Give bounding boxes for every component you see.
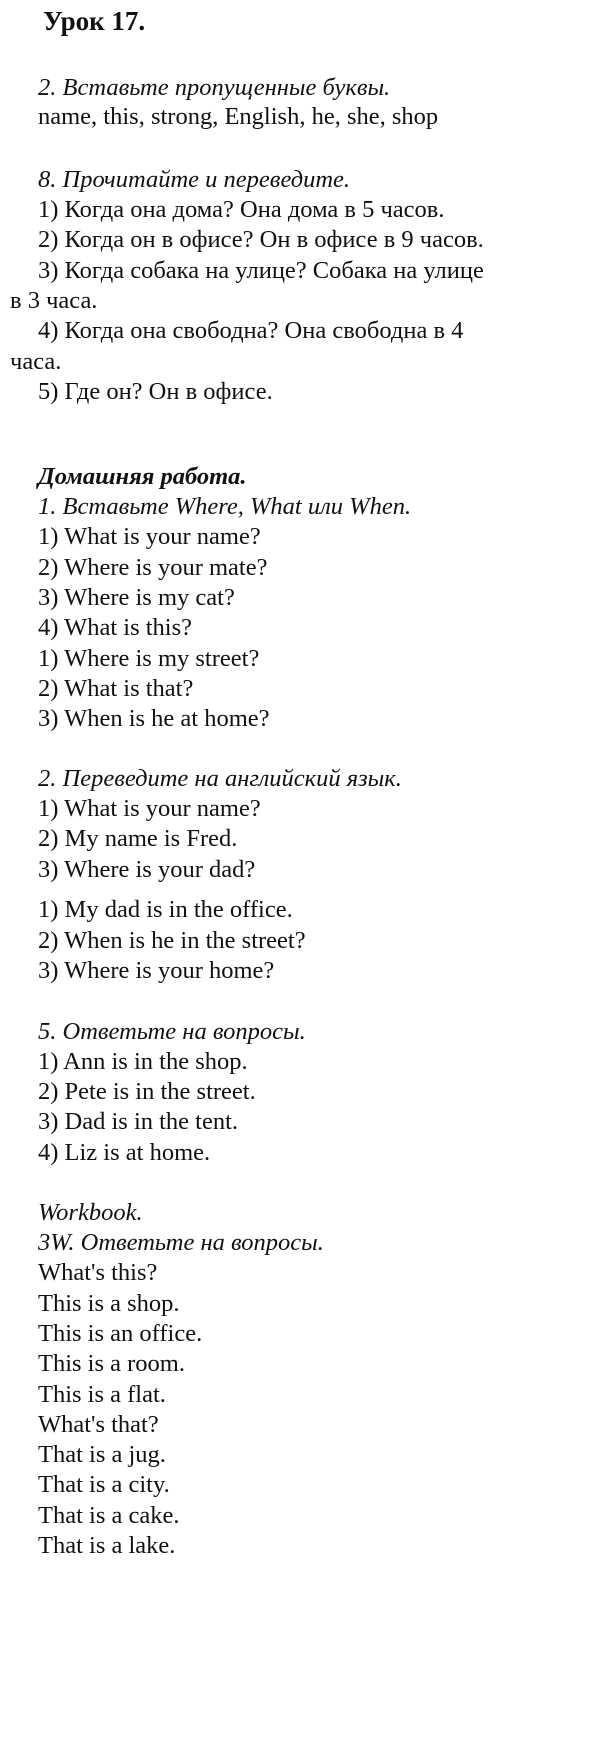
ex8-heading: 8. Прочитайте и переведите. bbox=[38, 166, 351, 193]
wb-ex3w-line: That is a lake. bbox=[38, 1532, 176, 1559]
lesson-title: Урок 17. bbox=[43, 6, 146, 36]
ex8-line: 5) Где он? Он в офисе. bbox=[38, 378, 273, 405]
wb-ex3w-line: That is a cake. bbox=[38, 1502, 180, 1529]
hw-ex1-line: 3) When is he at home? bbox=[38, 705, 270, 732]
hw-ex5-line: 3) Dad is in the tent. bbox=[38, 1108, 239, 1135]
hw-ex2-line: 1) My dad is in the office. bbox=[38, 896, 293, 923]
hw-ex1-line: 2) What is that? bbox=[38, 675, 194, 702]
wb-ex3w-line: What's that? bbox=[38, 1411, 159, 1438]
hw-ex1-line: 2) Where is your mate? bbox=[38, 554, 268, 581]
hw-ex2-line: 1) What is your name? bbox=[38, 795, 261, 822]
hw-ex5-line: 4) Liz is at home. bbox=[38, 1139, 211, 1166]
wb-ex3w-line: That is a city. bbox=[38, 1471, 170, 1498]
hw-ex5-line: 2) Pete is in the street. bbox=[38, 1078, 256, 1105]
hw-ex1-line: 1) Where is my street? bbox=[38, 645, 260, 672]
hw-ex1-line: 3) Where is my cat? bbox=[38, 584, 235, 611]
homework-heading: Домашняя работа. bbox=[38, 463, 247, 490]
hw-ex5-heading: 5. Ответьте на вопросы. bbox=[38, 1018, 306, 1045]
hw-ex2-line: 2) When is he in the street? bbox=[38, 927, 306, 954]
hw-ex1-line: 4) What is this? bbox=[38, 614, 193, 641]
wb-ex3w-line: This is a flat. bbox=[38, 1381, 166, 1408]
hw-ex2-heading: 2. Переведите на английский язык. bbox=[38, 765, 402, 792]
wb-ex3w-heading: 3W. Ответьте на вопросы. bbox=[38, 1229, 324, 1256]
ex2-heading: 2. Вставьте пропущенные буквы. bbox=[38, 74, 391, 101]
ex8-line: в 3 часа. bbox=[10, 287, 98, 314]
ex8-line: часа. bbox=[10, 348, 62, 375]
hw-ex2-line: 3) Where is your dad? bbox=[38, 856, 256, 883]
ex8-line: 4) Когда она свободна? Она свободна в 4 bbox=[38, 317, 464, 344]
ex8-line: 3) Когда собака на улице? Собака на улице bbox=[38, 257, 484, 284]
hw-ex1-line: 1) What is your name? bbox=[38, 523, 261, 550]
wb-ex3w-line: This is a room. bbox=[38, 1350, 185, 1377]
hw-ex2-line: 3) Where is your home? bbox=[38, 957, 275, 984]
wb-ex3w-line: This is an office. bbox=[38, 1320, 203, 1347]
hw-ex2-line: 2) My name is Fred. bbox=[38, 825, 238, 852]
wb-ex3w-line: That is a jug. bbox=[38, 1441, 166, 1468]
ex8-line: 1) Когда она дома? Она дома в 5 часов. bbox=[38, 196, 445, 223]
wb-ex3w-line: What's this? bbox=[38, 1259, 158, 1286]
wb-ex3w-line: This is a shop. bbox=[38, 1290, 180, 1317]
workbook-heading: Workbook. bbox=[38, 1199, 143, 1226]
ex2-answer: name, this, strong, English, he, she, shop bbox=[38, 103, 439, 130]
ex8-line: 2) Когда он в офисе? Он в офисе в 9 часов. bbox=[38, 226, 484, 253]
hw-ex1-heading: 1. Вставьте Where, What или When. bbox=[38, 493, 412, 520]
hw-ex5-line: 1) Ann is in the shop. bbox=[38, 1048, 248, 1075]
